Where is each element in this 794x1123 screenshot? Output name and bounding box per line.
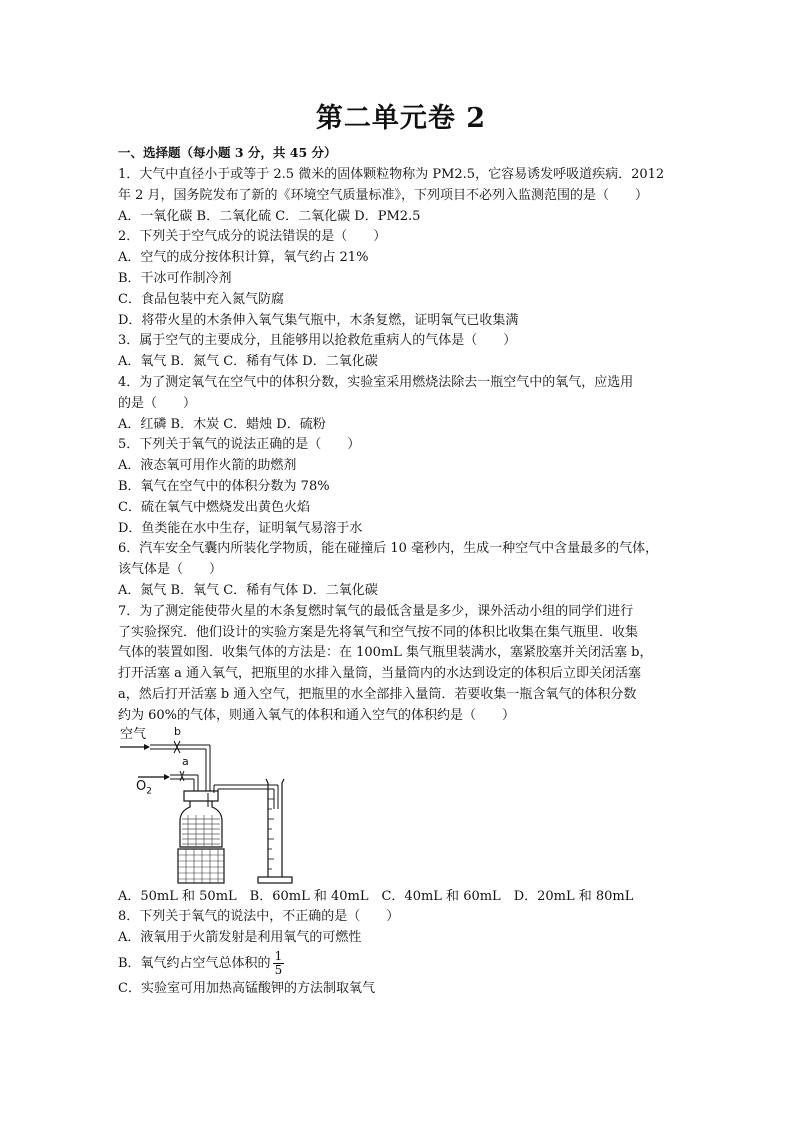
question-options: A．一氧化碳 B．二氧化硫 C．二氧化碳 D．PM2.5 [118, 208, 421, 224]
option-a: A．液氧用于火箭发射是利用氧气的可燃性 [118, 930, 362, 946]
question-options: A．红磷 B．木炭 C．蜡烛 D．硫粉 [118, 416, 326, 432]
question-1 [118, 165, 684, 227]
fraction [273, 950, 285, 977]
option-c: C．实验室可用加热高锰酸钾的方法制取氧气 [118, 980, 375, 996]
question-options: A．50mL 和 50mL B．60mL 和 40mL C．40mL 和 60mL D．20mL 和 80mL [118, 888, 634, 904]
question-options: A．氧气 B．氮气 C．稀有气体 D．二氧化碳 [118, 354, 378, 370]
question-stem: 5．下列关于氧气的说法正确的是（ ） [118, 437, 361, 453]
o2-letter: O [136, 778, 147, 794]
valve-b-label: b [174, 724, 181, 738]
rubber-stopper [184, 791, 218, 801]
question-options: A．氮气 B．氧气 C．稀有气体 D．二氧化碳 [118, 582, 378, 598]
question-8 [118, 907, 684, 999]
section-heading: 一、选择题（每小题 3 分，共 45 分） [118, 145, 337, 160]
question-5 [118, 435, 684, 539]
fraction-numerator: 1 [274, 948, 283, 963]
o2-subscript: 2 [146, 786, 152, 797]
graduated-cylinder [266, 779, 284, 877]
question-stem: 年 2 月，国务院发布了新的《环境空气质量标准》，下列项目不必列入监测范围的是（ ） [118, 187, 649, 203]
question-stem: 6．汽车安全气囊内所装化学物质，能在碰撞后 10 毫秒内，生成一种空气中含量最多的气体， [118, 541, 659, 557]
question-3 [118, 331, 684, 373]
valve-a-label: a [182, 754, 189, 768]
question-stem: 了实验探究．他们设计的实验方案是先将氧气和空气按不同的体积比收集在集气瓶里．收集 [118, 624, 639, 640]
page-title: 第二单元卷 2 [315, 103, 487, 134]
option-c: C．硫在氧气中燃烧发出黄色火焰 [118, 499, 310, 515]
question-stem: 气体的装置如图．收集气体的方法是：在 100mL 集气瓶里装满水，塞紧胶塞并关闭活塞 b， [118, 645, 653, 661]
question-2 [118, 227, 684, 331]
question-7 [118, 602, 684, 908]
question-stem: 7．为了测定能使带火星的木条复燃时氧气的最低含量是多少，课外活动小组的同学们进行 [118, 603, 634, 619]
question-stem: 该气体是（ ） [118, 562, 223, 578]
question-stem: 8．下列关于氧气的说法中，不正确的是（ ） [118, 909, 400, 925]
question-stem: 4．为了测定氧气在空气中的体积分数，实验室采用燃烧法除去一瓶空气中的氧气，应选用 [118, 374, 634, 390]
question-4 [118, 373, 684, 435]
fraction-denominator: 5 [274, 962, 283, 977]
valve-b-icon [174, 741, 180, 753]
question-stem: 3．属于空气的主要成分，且能够用以抢救危重病人的气体是（ ） [118, 333, 517, 349]
gas-collection-apparatus-figure [118, 724, 318, 887]
question-stem: 1．大气中直径小于或等于 2.5 微米的固体颗粒物称为 PM2.5，它容易诱发呼吸道疾病．2012 [118, 167, 665, 182]
option-b [118, 949, 684, 979]
question-6 [118, 539, 684, 601]
question-stem: 打开活塞 a 通入氧气，把瓶里的水排入量筒，当量筒内的水达到设定的体积后立即关闭活塞 [118, 666, 642, 682]
apparatus-drawing [118, 724, 318, 887]
option-d: D．将带火星的木条伸入氧气集气瓶中，木条复燃，证明氧气已收集满 [118, 312, 519, 328]
cylinder-base [258, 877, 292, 883]
stand-block [178, 849, 224, 883]
option-c: C．食品包装中充入氮气防腐 [118, 291, 284, 307]
option-b: B．氧气在空气中的体积分数为 78% [118, 478, 330, 494]
exam-page [118, 96, 684, 1000]
question-stem: a，然后打开活塞 b 通入空气，把瓶里的水全部排入量筒．若要收集一瓶含氧气的体积分数 [118, 686, 637, 702]
option-b-text: B．氧气约占空气总体积的 [118, 955, 271, 971]
o2-arrow-head [164, 774, 170, 780]
question-stem: 的是（ ） [118, 395, 197, 411]
o2-label [136, 779, 152, 797]
cylinder-scale [268, 799, 274, 869]
option-a: A．液态氧可用作火箭的助燃剂 [118, 458, 297, 474]
option-d: D．鱼类能在水中生存，证明氧气易溶于水 [118, 520, 363, 536]
air-label: 空气 [120, 726, 147, 742]
water-pattern [182, 815, 220, 846]
option-b: B．干冰可作制冷剂 [118, 270, 232, 286]
question-stem: 2．下列关于空气成分的说法错误的是（ ） [118, 229, 387, 245]
air-arrow-head [144, 744, 150, 750]
option-a: A．空气的成分按体积计算，氧气约占 21% [118, 250, 369, 266]
question-stem: 约为 60%的气体，则通入氧气的体积和通入空气的体积约是（ ） [118, 707, 516, 723]
